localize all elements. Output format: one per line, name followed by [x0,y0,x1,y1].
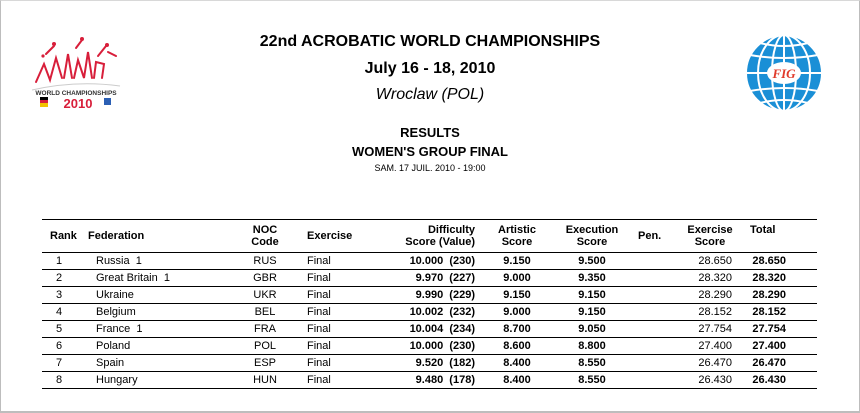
col-noc: NOC Code [251,224,279,248]
cell-artistic: 9.000 [503,272,531,284]
col-artistic: Artistic Score [498,224,536,248]
cell-total: 27.400 [752,340,786,352]
cell-difficulty: 10.002 (232) [409,306,475,318]
cell-federation: Russia 1 [96,255,142,267]
cell-total: 28.290 [752,289,786,301]
cell-exercise-score: 28.320 [698,272,732,284]
cell-execution: 8.550 [578,357,606,369]
cell-execution: 9.150 [578,289,606,301]
col-pen: Pen. [638,230,662,242]
cell-exercise: Final [307,374,331,386]
col-rank: Rank [50,230,77,242]
session-date: SAM. 17 JUIL. 2010 - 19:00 [374,163,486,173]
cell-federation: Hungary [96,374,138,386]
cell-execution: 9.500 [578,255,606,267]
cell-exercise: Final [307,340,331,352]
table-row [42,338,817,355]
table-body [42,253,817,389]
cell-difficulty: 10.000 (230) [409,340,475,352]
cell-rank: 7 [56,357,63,369]
cell-exercise-score: 28.650 [698,255,732,267]
cell-federation: Spain [96,357,125,369]
cell-noc: RUS [253,255,277,267]
championship-dates: July 16 - 18, 2010 [364,60,496,77]
cell-difficulty: 9.970 (227) [415,272,475,284]
table-row [42,355,817,372]
table-row [42,270,817,287]
cell-rank: 4 [56,306,63,318]
cell-artistic: 8.600 [503,340,531,352]
table-row [42,287,817,304]
cell-total: 28.320 [752,272,786,284]
cell-execution: 9.350 [578,272,606,284]
cell-total: 26.430 [752,374,786,386]
cell-noc: FRA [254,323,276,335]
cell-exercise: Final [307,323,331,335]
cell-artistic: 9.000 [503,306,531,318]
col-exercise-score: Exercise Score [687,224,733,248]
cell-execution: 9.050 [578,323,606,335]
cell-noc: BEL [254,306,276,318]
cell-execution: 8.800 [578,340,606,352]
svg-text:WORLD CHAMPIONSHIPS: WORLD CHAMPIONSHIPS [35,90,117,97]
table-row [42,304,817,321]
col-execution: Execution Score [565,224,619,248]
cell-rank: 6 [56,340,63,352]
cell-difficulty: 9.990 (229) [415,289,475,301]
cell-total: 26.470 [752,357,786,369]
cell-artistic: 8.400 [503,374,531,386]
cell-rank: 1 [56,255,63,267]
cell-difficulty: 10.004 (234) [409,323,475,335]
cell-federation: Belgium [96,306,136,318]
cell-rank: 2 [56,272,63,284]
table-header [42,220,817,253]
cell-total: 27.754 [752,323,786,335]
cell-difficulty: 9.520 (182) [415,357,475,369]
cell-exercise: Final [307,255,331,267]
event-heading: WOMEN'S GROUP FINAL [352,144,508,159]
table-row [42,253,817,270]
cell-difficulty: 10.000 (230) [409,255,475,267]
cell-noc: POL [253,340,276,352]
cell-exercise-score: 27.754 [698,323,732,335]
cell-noc: UKR [253,289,277,301]
cell-artistic: 9.150 [503,255,531,267]
table-row [42,321,817,338]
cell-federation: France 1 [96,323,143,335]
col-exercise: Exercise [307,230,353,242]
cell-rank: 5 [56,323,63,335]
cell-execution: 8.550 [578,374,606,386]
results-heading: RESULTS [400,125,460,140]
cell-artistic: 8.700 [503,323,531,335]
cell-federation: Ukraine [96,289,134,301]
svg-text:2010: 2010 [63,96,93,111]
cell-rank: 8 [56,374,63,386]
cell-exercise-score: 28.290 [698,289,732,301]
cell-exercise-score: 28.152 [698,306,732,318]
table-row [42,372,817,389]
cell-exercise-score: 26.430 [698,374,732,386]
cell-exercise: Final [307,306,331,318]
cell-exercise-score: 27.400 [698,340,732,352]
cell-artistic: 8.400 [503,357,531,369]
cell-total: 28.152 [752,306,786,318]
cell-rank: 3 [56,289,63,301]
cell-noc: ESP [253,357,276,369]
cell-exercise: Final [307,272,331,284]
cell-federation: Great Britain 1 [96,272,170,284]
svg-text:FIG: FIG [772,66,796,81]
cell-execution: 9.150 [578,306,606,318]
cell-noc: GBR [253,272,277,284]
col-federation: Federation [88,230,145,242]
results-table [42,219,817,389]
cell-exercise: Final [307,289,331,301]
col-total: Total [750,224,776,236]
cell-exercise-score: 26.470 [698,357,732,369]
col-difficulty: Difficulty Score (Value) [405,224,475,248]
cell-noc: HUN [253,374,277,386]
cell-artistic: 9.150 [503,289,531,301]
championship-venue: Wroclaw (POL) [375,86,485,103]
cell-federation: Poland [96,340,131,352]
championship-title: 22nd ACROBATIC WORLD CHAMPIONSHIPS [259,33,601,50]
cell-total: 28.650 [752,255,786,267]
cell-exercise: Final [307,357,331,369]
cell-difficulty: 9.480 (178) [415,374,475,386]
